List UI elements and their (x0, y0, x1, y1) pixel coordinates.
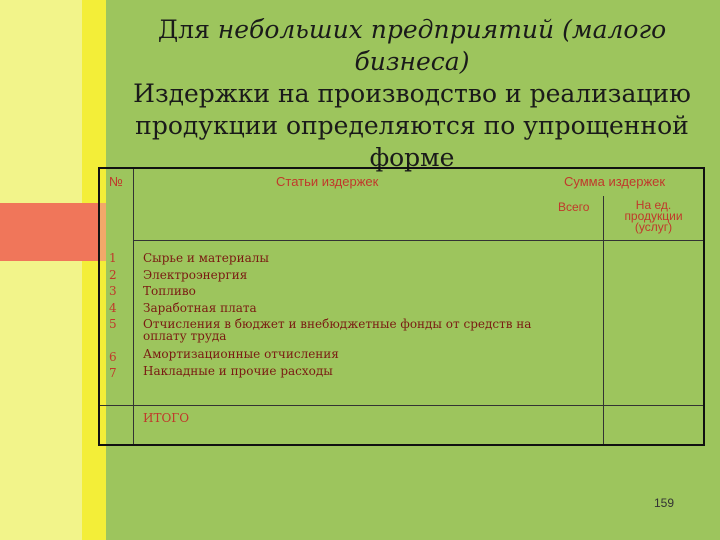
title-line-1: Для небольших предприятий (малого бизнеса) (157, 15, 667, 76)
cost-item: Накладные и прочие расходы (143, 363, 333, 378)
total-label: ИТОГО (143, 411, 190, 425)
row-number: 7 (109, 366, 117, 380)
cost-item: Амортизационные отчисления (143, 347, 339, 361)
row-number: 6 (109, 349, 117, 364)
row-divider-header (133, 240, 703, 241)
row-number: 5 (109, 317, 117, 331)
cost-item: Сырье и материалы (143, 251, 269, 265)
header-sum-unit: На ед. продукции (услуг) (624, 198, 683, 234)
header-num: № (109, 174, 123, 189)
cost-item: Заработная плата (143, 300, 257, 315)
row-number: 4 (109, 300, 117, 315)
decor-red-bar (0, 203, 98, 261)
row-numbers (109, 250, 117, 382)
header-sum: Сумма издержек (564, 174, 666, 189)
cost-item: Отчисления в бюджет и внебюджетные фонды от средств на оплату труда (143, 317, 532, 343)
row-number: 2 (109, 267, 117, 282)
header-items: Статьи издержек (276, 174, 379, 189)
cost-items (143, 250, 553, 379)
cost-item: Топливо (143, 284, 196, 298)
row-number: 1 (109, 251, 117, 265)
row-divider-total (100, 405, 703, 406)
slide-title (112, 14, 712, 174)
col-divider-total (603, 196, 604, 444)
title-line-2: Издержки на производство и реализацию (133, 79, 691, 108)
cost-table (98, 167, 705, 446)
col-divider-num (133, 169, 134, 444)
header-sum-total: Всего (558, 200, 590, 214)
page-number: 159 (653, 496, 674, 510)
title-line-4: форме (369, 143, 455, 172)
row-number: 3 (109, 284, 117, 298)
title-line-3: продукции определяются по упрощенной (135, 111, 689, 140)
cost-item: Электроэнергия (143, 267, 248, 282)
decor-pale-stripe (0, 0, 82, 540)
